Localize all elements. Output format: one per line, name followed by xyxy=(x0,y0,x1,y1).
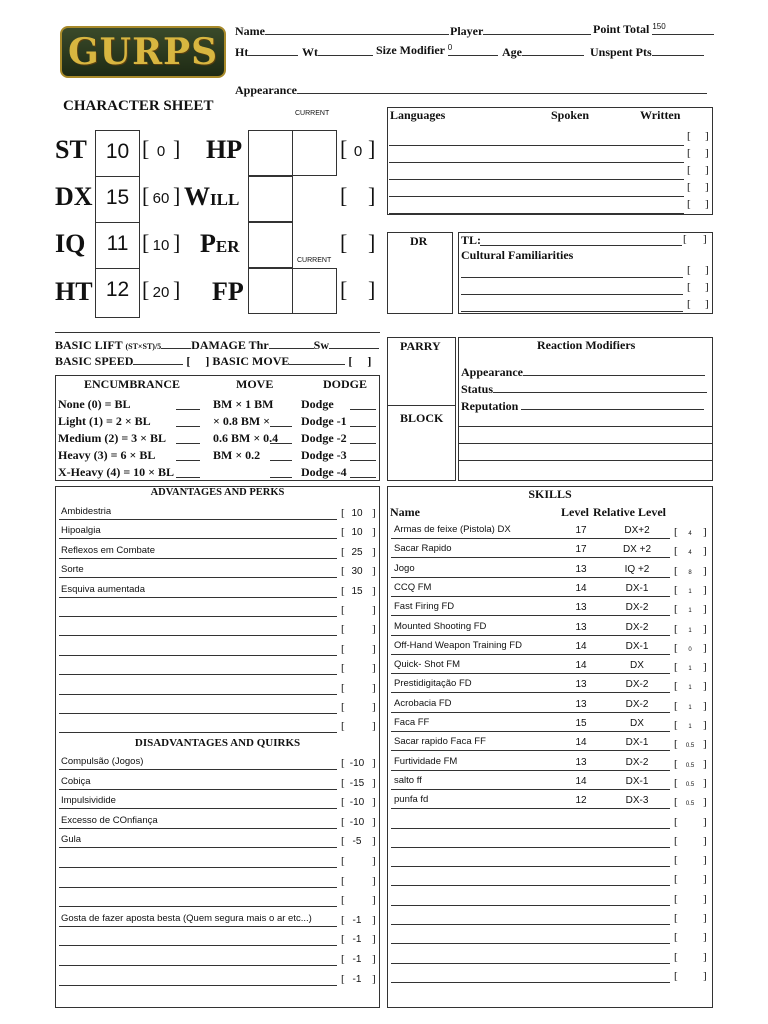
reaction-title: Reaction Modifiers xyxy=(537,338,636,352)
skill-points: 0.5 xyxy=(685,801,695,808)
skill-level: 13 xyxy=(575,756,587,768)
height-label: Ht xyxy=(235,45,249,59)
encumbrance-move: BM × 1 BM xyxy=(213,397,274,411)
skill-level: 17 xyxy=(575,544,587,556)
disadvantage-name: Gula xyxy=(61,834,82,846)
name-field[interactable] xyxy=(235,22,449,39)
encumbrance-title: ENCUMBRANCE xyxy=(84,377,180,391)
point-total-label: Point Total xyxy=(593,22,650,36)
disadvantage-name: Excesso de COnfiança xyxy=(61,814,158,826)
iq-value[interactable]: 11 xyxy=(106,232,129,255)
height-field[interactable] xyxy=(235,43,298,60)
cultural-familiarities-label: Cultural Familiarities xyxy=(461,248,574,262)
skill-level: 15 xyxy=(575,718,587,729)
culture-line[interactable] xyxy=(461,311,683,312)
reaction-appearance-field[interactable] xyxy=(461,363,705,380)
iq-cost[interactable]: 10 xyxy=(152,237,170,254)
skill-name: Armas de feixe (Pistola) DX xyxy=(394,524,511,535)
advantage-cost: 15 xyxy=(351,585,363,597)
parry-block-box xyxy=(387,337,456,481)
skill-name: CCQ FM xyxy=(394,581,432,593)
skill-name: Furtividade FM xyxy=(394,755,458,767)
basic-move-label: BASIC MOVE xyxy=(212,354,290,368)
skill-points: 1 xyxy=(688,588,692,595)
disadvantage-cost: -1 xyxy=(352,954,362,965)
skill-name: Sacar rapido Faca FF xyxy=(394,736,486,748)
advantage-name: Hipoalgia xyxy=(61,525,101,537)
skill-name: salto ff xyxy=(394,774,422,786)
current-label-fp: CURRENT xyxy=(297,257,332,264)
languages-written-header: Written xyxy=(640,108,681,122)
fp-max-box[interactable] xyxy=(248,268,293,314)
language-line[interactable] xyxy=(389,145,684,146)
encumbrance-dodge: Dodge -4 xyxy=(301,465,347,479)
skill-points: 1 xyxy=(688,627,692,634)
advantage-name: Ambidestria xyxy=(61,506,112,517)
language-line[interactable] xyxy=(389,179,684,180)
point-total-value: 150 xyxy=(652,22,714,35)
skill-relative-level: DX-3 xyxy=(625,795,649,807)
weight-field[interactable] xyxy=(302,43,373,60)
disadvantage-name: Compulsão (Jogos) xyxy=(61,756,144,767)
skill-relative-level: DX-2 xyxy=(625,602,649,614)
skills-relative-header: Relative Level xyxy=(593,505,666,519)
disadvantage-name: Impulsividide xyxy=(61,795,116,807)
encumbrance-dodge: Dodge -1 xyxy=(301,414,347,428)
skill-relative-level: DX xyxy=(630,718,644,729)
skill-relative-level: IQ +2 xyxy=(624,563,650,575)
skill-relative-level: DX+2 xyxy=(624,525,650,536)
fp-label: FP xyxy=(212,277,244,306)
skill-relative-level: DX +2 xyxy=(622,544,652,556)
iq-label: IQ xyxy=(55,229,86,258)
skill-name: Acrobacia FD xyxy=(394,697,452,709)
skill-name: Prestidigitação FD xyxy=(394,678,472,690)
disadvantage-cost: -10 xyxy=(349,816,365,828)
damage-label: DAMAGE xyxy=(191,338,246,352)
skill-name: Jogo xyxy=(394,562,415,574)
skill-name: Mounted Shooting FD xyxy=(394,620,487,632)
skills-level-header: Level xyxy=(561,505,589,519)
hp-max-box[interactable] xyxy=(248,130,293,176)
skill-level: 13 xyxy=(575,602,587,614)
skill-level: 13 xyxy=(575,698,587,710)
current-label-hp: CURRENT xyxy=(295,110,330,117)
skill-relative-level: DX-1 xyxy=(625,737,649,749)
dx-value[interactable]: 15 xyxy=(105,186,130,209)
ht-cost[interactable]: 20 xyxy=(152,284,170,301)
skill-level: 14 xyxy=(575,640,587,652)
point-total-field[interactable] xyxy=(593,22,714,37)
disadvantage-cost: -10 xyxy=(349,797,365,809)
dodge-input-line[interactable] xyxy=(350,409,376,410)
dodge-title: DODGE xyxy=(323,377,368,391)
reaction-reputation-label: Reputation xyxy=(461,399,519,413)
skill-points: 4 xyxy=(688,531,692,537)
tl-label: TL: xyxy=(461,233,482,247)
unspent-points-label: Unspent Pts xyxy=(590,45,652,59)
disadvantage-cost: -5 xyxy=(352,836,362,848)
age-field[interactable] xyxy=(502,43,584,60)
move-title: MOVE xyxy=(236,377,274,391)
culture-line[interactable] xyxy=(461,277,683,278)
dodge-input-line[interactable] xyxy=(350,443,376,444)
dodge-input-line[interactable] xyxy=(350,426,376,427)
skills-name-header: Name xyxy=(390,505,420,519)
skill-relative-level: DX-2 xyxy=(625,698,649,710)
dr-label: DR xyxy=(410,234,428,248)
skill-relative-level: DX-2 xyxy=(625,679,649,691)
dodge-input-line[interactable] xyxy=(350,460,376,461)
basic-speed-label: BASIC SPEED xyxy=(55,354,134,368)
disadvantage-cost: -1 xyxy=(352,914,362,926)
skills-title: SKILLS xyxy=(528,487,572,501)
skill-name: Quick- Shot FM xyxy=(394,659,460,671)
dx-label: DX xyxy=(55,182,93,211)
encumbrance-move: 0.6 BM × 0.4 xyxy=(213,431,279,445)
unspent-points-field[interactable] xyxy=(590,43,704,60)
hp-label: HP xyxy=(206,135,243,164)
skill-points: 1 xyxy=(688,724,692,730)
disadvantage-cost: -10 xyxy=(349,758,365,769)
skill-points: 4 xyxy=(688,550,692,557)
gurps-logo xyxy=(60,26,226,78)
age-label: Age xyxy=(502,45,522,59)
reaction-appearance-label: Appearance xyxy=(461,365,523,379)
language-line[interactable] xyxy=(389,213,684,214)
thrust-label: Thr xyxy=(248,338,269,352)
skill-points: 0.5 xyxy=(685,781,695,788)
dx-cost[interactable]: 60 xyxy=(152,190,170,207)
size-modifier-field[interactable] xyxy=(376,43,498,58)
encumbrance-dodge: Dodge -3 xyxy=(301,448,347,462)
st-value[interactable]: 10 xyxy=(105,140,130,163)
advantage-cost: 10 xyxy=(351,508,363,519)
st-label: ST xyxy=(55,135,87,164)
advantage-name: Esquiva aumentada xyxy=(61,583,145,595)
hp-current-box[interactable] xyxy=(292,130,337,176)
skill-level: 12 xyxy=(575,795,587,807)
block-label: BLOCK xyxy=(400,411,444,425)
encumbrance-dodge: Dodge -2 xyxy=(301,431,347,445)
skill-relative-level: DX-2 xyxy=(625,621,649,633)
disadvantage-cost: -15 xyxy=(349,777,365,789)
skill-level: 14 xyxy=(575,660,587,672)
logo-text: GURPS xyxy=(67,31,219,73)
advantage-cost: 25 xyxy=(351,546,363,558)
skill-points: 8 xyxy=(688,569,692,576)
reaction-reputation-field[interactable] xyxy=(461,397,704,414)
encumbrance-level: None (0) = BL xyxy=(58,397,131,411)
skill-level: 14 xyxy=(575,737,587,749)
per-label: PER xyxy=(200,229,240,258)
encumbrance-level: Light (1) = 2 × BL xyxy=(58,414,151,428)
skill-points: 1 xyxy=(688,666,692,673)
skill-points: 0 xyxy=(688,646,692,653)
skill-relative-level: DX-2 xyxy=(625,756,649,768)
skill-level: 13 xyxy=(575,679,587,691)
will-value-box[interactable] xyxy=(248,176,293,222)
culture-line[interactable] xyxy=(461,294,683,295)
skill-name: Fast Firing FD xyxy=(394,601,455,613)
skill-name: Off-Hand Weapon Training FD xyxy=(394,639,522,651)
encumbrance-level: Medium (2) = 3 × BL xyxy=(58,431,167,445)
player-field[interactable] xyxy=(450,22,591,39)
will-label: WILL xyxy=(184,182,240,211)
sheet-title: CHARACTER SHEET xyxy=(63,98,214,114)
skill-name: Sacar Rapido xyxy=(394,543,452,555)
appearance-field[interactable] xyxy=(235,81,707,98)
fp-current-box[interactable] xyxy=(292,268,337,314)
ht-label: HT xyxy=(55,277,93,306)
language-line[interactable] xyxy=(389,162,684,163)
disadvantages-title: DISADVANTAGES AND QUIRKS xyxy=(134,737,301,749)
dodge-input-line[interactable] xyxy=(350,477,376,478)
disadvantage-cost: -1 xyxy=(352,934,362,946)
basic-lift-formula: (ST×ST)/5 xyxy=(125,342,162,351)
skill-level: 14 xyxy=(575,582,587,594)
advantage-cost: 10 xyxy=(351,527,363,539)
disadvantage-cost: -1 xyxy=(352,973,362,985)
encumbrance-dodge: Dodge xyxy=(301,397,334,411)
encumbrance-level: Heavy (3) = 6 × BL xyxy=(58,448,156,462)
per-value-box[interactable] xyxy=(248,222,293,268)
ht-value[interactable]: 12 xyxy=(105,278,130,301)
encumbrance-move: × 0.8 BM × xyxy=(213,414,271,428)
skill-points: 1 xyxy=(688,685,692,692)
skill-points: 1 xyxy=(688,704,692,711)
disadvantage-name: Gosta de fazer aposta besta (Quem segura mais o ar etc...) xyxy=(61,912,312,924)
disadvantage-name: Cobiça xyxy=(61,775,91,787)
skill-level: 13 xyxy=(575,563,587,575)
encumbrance-level: X-Heavy (4) = 10 × BL xyxy=(58,465,174,479)
skill-relative-level: DX-1 xyxy=(625,775,649,787)
advantage-name: Sorte xyxy=(61,564,84,576)
size-modifier-value: 0 xyxy=(448,43,498,56)
st-cost[interactable]: 0 xyxy=(156,143,166,160)
advantages-title: ADVANTAGES AND PERKS xyxy=(150,487,285,498)
parry-label: PARRY xyxy=(400,339,441,353)
size-modifier-label: Size Modifier xyxy=(376,43,445,57)
languages-title: Languages xyxy=(390,108,446,122)
encumbrance-move: BM × 0.2 xyxy=(213,448,261,462)
appearance-label: Appearance xyxy=(235,83,297,97)
languages-box xyxy=(387,107,713,215)
skill-name: Faca FF xyxy=(394,717,430,728)
skill-points: 0.5 xyxy=(685,762,695,769)
skill-level: 17 xyxy=(575,525,587,536)
skill-points: 1 xyxy=(688,608,692,615)
skill-level: 14 xyxy=(575,775,587,787)
skill-relative-level: DX-1 xyxy=(625,582,649,594)
player-label: Player xyxy=(450,24,484,38)
languages-spoken-header: Spoken xyxy=(551,108,590,122)
skill-points: 0.5 xyxy=(685,743,695,750)
hp-cost[interactable]: 0 xyxy=(353,143,363,160)
skill-relative-level: DX xyxy=(630,660,644,672)
weight-label: Wt xyxy=(302,45,318,59)
language-line[interactable] xyxy=(389,196,684,197)
reaction-status-label: Status xyxy=(461,382,494,396)
swing-label: Sw xyxy=(313,338,329,352)
advantage-cost: 30 xyxy=(351,566,363,578)
basic-lift-field[interactable] xyxy=(55,336,379,353)
basic-lift-label: BASIC LIFT xyxy=(55,338,123,352)
name-label: Name xyxy=(235,24,265,38)
advantage-name: Reflexos em Combate xyxy=(61,544,155,556)
reaction-status-field[interactable] xyxy=(461,380,707,397)
skill-name: punfa fd xyxy=(394,794,429,806)
basic-speed-field[interactable]: BASIC SPEED [ ] BASIC MOVE [ ] xyxy=(55,354,372,368)
skill-relative-level: DX-1 xyxy=(625,640,649,652)
skill-level: 13 xyxy=(575,621,587,633)
